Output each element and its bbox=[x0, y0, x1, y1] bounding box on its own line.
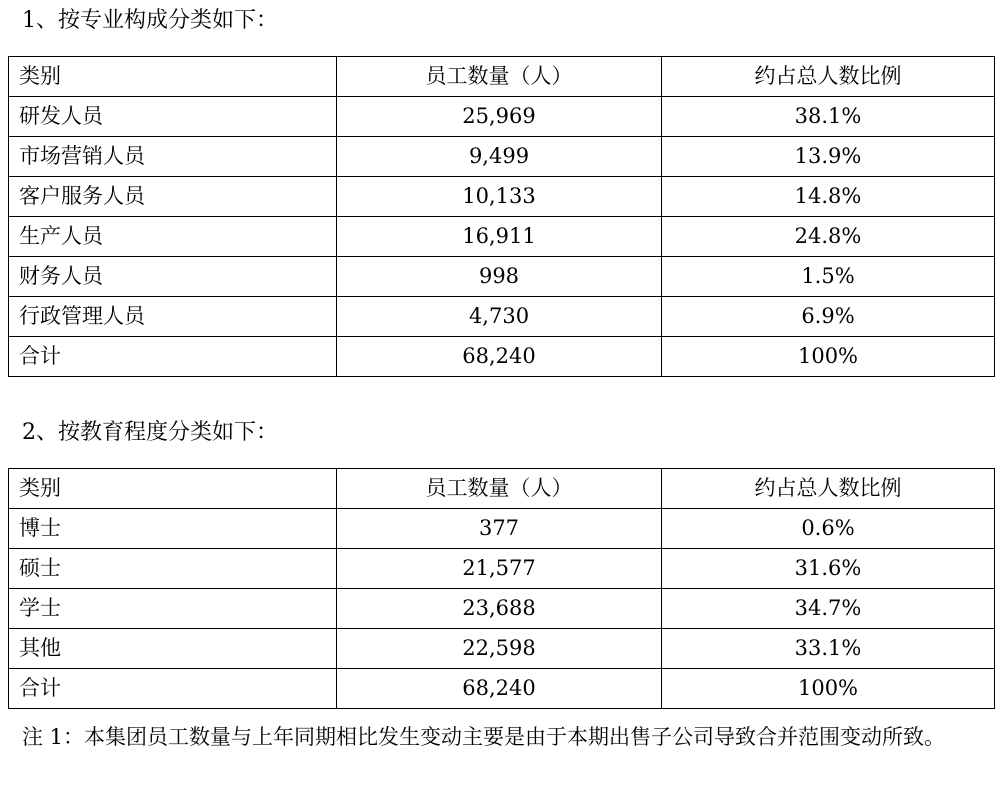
section-title-by-profession: 1、按专业构成分类如下： bbox=[22, 8, 278, 33]
ratio-cell: 1.5% bbox=[662, 257, 995, 297]
total-label: 合计 bbox=[9, 337, 337, 377]
table-row bbox=[9, 297, 995, 337]
ratio-cell: 33.1% bbox=[662, 629, 995, 669]
table-row bbox=[9, 217, 995, 257]
table-header-row bbox=[9, 469, 995, 509]
column-header-count: 员工数量（人） bbox=[337, 469, 662, 509]
ratio-cell: 14.8% bbox=[662, 177, 995, 217]
total-count: 68,240 bbox=[337, 669, 662, 709]
ratio-cell: 34.7% bbox=[662, 589, 995, 629]
total-label: 合计 bbox=[9, 669, 337, 709]
count-cell: 377 bbox=[337, 509, 662, 549]
table-row bbox=[9, 509, 995, 549]
total-ratio: 100% bbox=[662, 337, 995, 377]
count-cell: 16,911 bbox=[337, 217, 662, 257]
table-header-row bbox=[9, 57, 995, 97]
ratio-cell: 31.6% bbox=[662, 549, 995, 589]
total-ratio: 100% bbox=[662, 669, 995, 709]
total-count: 68,240 bbox=[337, 337, 662, 377]
ratio-cell: 24.8% bbox=[662, 217, 995, 257]
count-cell: 10,133 bbox=[337, 177, 662, 217]
count-cell: 4,730 bbox=[337, 297, 662, 337]
category-cell: 市场营销人员 bbox=[9, 137, 337, 177]
education-table bbox=[8, 468, 995, 709]
profession-table bbox=[8, 56, 995, 377]
category-cell: 博士 bbox=[9, 509, 337, 549]
table-row bbox=[9, 549, 995, 589]
table-row bbox=[9, 629, 995, 669]
table-row bbox=[9, 257, 995, 297]
count-cell: 21,577 bbox=[337, 549, 662, 589]
ratio-cell: 13.9% bbox=[662, 137, 995, 177]
category-cell: 学士 bbox=[9, 589, 337, 629]
column-header-count: 员工数量（人） bbox=[337, 57, 662, 97]
category-cell: 客户服务人员 bbox=[9, 177, 337, 217]
column-header-category: 类别 bbox=[9, 57, 337, 97]
section-title-by-education: 2、按教育程度分类如下： bbox=[22, 420, 278, 445]
column-header-ratio: 约占总人数比例 bbox=[662, 57, 995, 97]
category-cell: 行政管理人员 bbox=[9, 297, 337, 337]
category-cell: 生产人员 bbox=[9, 217, 337, 257]
footnote: 注 1：本集团员工数量与上年同期相比发生变动主要是由于本期出售子公司导致合并范围变动所致。 bbox=[22, 725, 946, 749]
table-row bbox=[9, 137, 995, 177]
count-cell: 25,969 bbox=[337, 97, 662, 137]
column-header-category: 类别 bbox=[9, 469, 337, 509]
category-cell: 硕士 bbox=[9, 549, 337, 589]
ratio-cell: 0.6% bbox=[662, 509, 995, 549]
ratio-cell: 6.9% bbox=[662, 297, 995, 337]
count-cell: 22,598 bbox=[337, 629, 662, 669]
total-row bbox=[9, 337, 995, 377]
total-row bbox=[9, 669, 995, 709]
table-row bbox=[9, 177, 995, 217]
table-row bbox=[9, 97, 995, 137]
count-cell: 998 bbox=[337, 257, 662, 297]
ratio-cell: 38.1% bbox=[662, 97, 995, 137]
column-header-ratio: 约占总人数比例 bbox=[662, 469, 995, 509]
count-cell: 9,499 bbox=[337, 137, 662, 177]
category-cell: 研发人员 bbox=[9, 97, 337, 137]
category-cell: 其他 bbox=[9, 629, 337, 669]
category-cell: 财务人员 bbox=[9, 257, 337, 297]
table-row bbox=[9, 589, 995, 629]
count-cell: 23,688 bbox=[337, 589, 662, 629]
